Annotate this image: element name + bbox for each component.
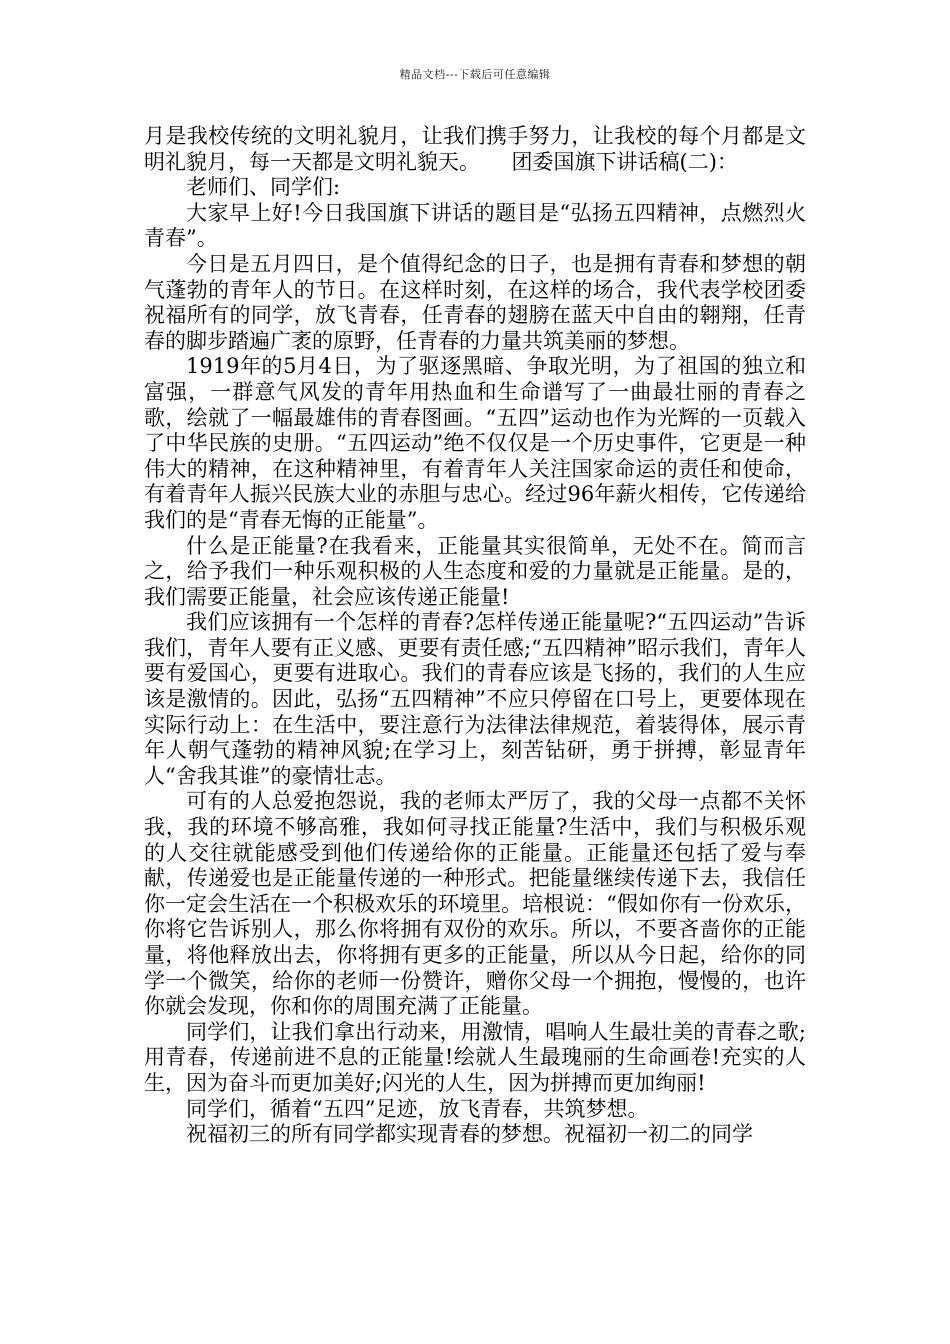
paragraph: 今日是五月四日，是个值得纪念的日子，也是拥有青春和梦想的朝气蓬勃的青年人的节日。在这样时刻，在这样的场合，我代表学校团委祝福所有的同学，放飞青春，任青春的翅膀在蓝天中自由的翱翔，任青春的脚步踏遍广袤的原野，任青春的力量共筑美丽的梦想。 [144, 251, 806, 353]
paragraph: 祝福初三的所有同学都实现青春的梦想。祝福初一初二的同学 [186, 1122, 753, 1147]
paragraph: 月是我校传统的文明礼貌月，让我们携手努力，让我校的每个月都是文明礼貌月，每一天都是文明礼貌天。 团委国旗下讲话稿(二)： [144, 124, 806, 174]
paragraph: 同学们，循着“五四”足迹，放飞青春，共筑梦想。 [186, 1096, 649, 1121]
document-body [144, 124, 806, 1148]
page-header: 精品文档---下载后可任意编辑 [399, 68, 551, 81]
paragraph: 大家早上好!今日我国旗下讲话的题目是“弘扬五四精神，点燃烈火青春”。 [144, 200, 806, 251]
paragraph: 老师们、同学们: [186, 175, 341, 200]
paragraph: 1919年的5月4日，为了驱逐黑暗、争取光明，为了祖国的独立和富强，一群意气风发的青年用热血和生命谱写了一曲最壮丽的青春之歌，绘就了一幅最雄伟的青春图画。“五四”运动也作为光辉的一页载入了中华民族的史册。“五四运动”绝不仅仅是一个历史事件，它更是一种伟大的精神，在这种精神里，有着青年人关注国家命运的责任和使命，有着青年人振兴民族大业的赤胆与忠心。经过96年薪火相传，它传递给我们的是“青春无悔的正能量”。 [144, 354, 806, 532]
paragraph: 什么是正能量?在我看来，正能量其实很简单，无处不在。简而言之，给予我们一种乐观积极的人生态度和爱的力量就是正能量。是的，我们需要正能量，社会应该传递正能量! [144, 533, 806, 609]
paragraph: 我们应该拥有一个怎样的青春?怎样传递正能量呢?“五四运动”告诉我们，青年人要有正义感、更要有责任感;“五四精神”昭示我们，青年人要有爱国心，更要有进取心。我们的青春应该是飞扬的，我们的人生应该是激情的。因此，弘扬“五四精神”不应只停留在口号上，更要体现在实际行动上：在生活中，要注意行为法律法律规范，着装得体，展示青年人朝气蓬勃的精神风貌;在学习上，刻苦钻研，勇于拼搏，彰显青年人“舍我其谁”的豪情壮志。 [144, 610, 806, 788]
paragraph: 可有的人总爱抱怨说，我的老师太严厉了，我的父母一点都不关怀我，我的环境不够高雅，我如何寻找正能量?生活中，我们与积极乐观的人交往就能感受到他们传递给你的正能量。正能量还包括了爱与奉献，传递爱也是正能量传递的一种形式。把能量继续传递下去，我信任你一定会生活在一个积极欢乐的环境里。培根说：“假如你有一份欢乐，你将它告诉别人，那么你将拥有双份的欢乐。所以，不要吝啬你的正能量，将他释放出去，你将拥有更多的正能量，所以从今日起，给你的同学一个微笑，给你的老师一份赞许，赠你父母一个拥抱，慢慢的，也许你就会发现，你和你的周围充满了正能量。 [144, 789, 806, 1019]
paragraph: 同学们，让我们拿出行动来，用激情，唱响人生最壮美的青春之歌;用青春，传递前进不息的正能量!绘就人生最瑰丽的生命画卷!充实的人生，因为奋斗而更加美好;闪光的人生，因为拼搏而更加绚丽! [144, 1019, 806, 1095]
